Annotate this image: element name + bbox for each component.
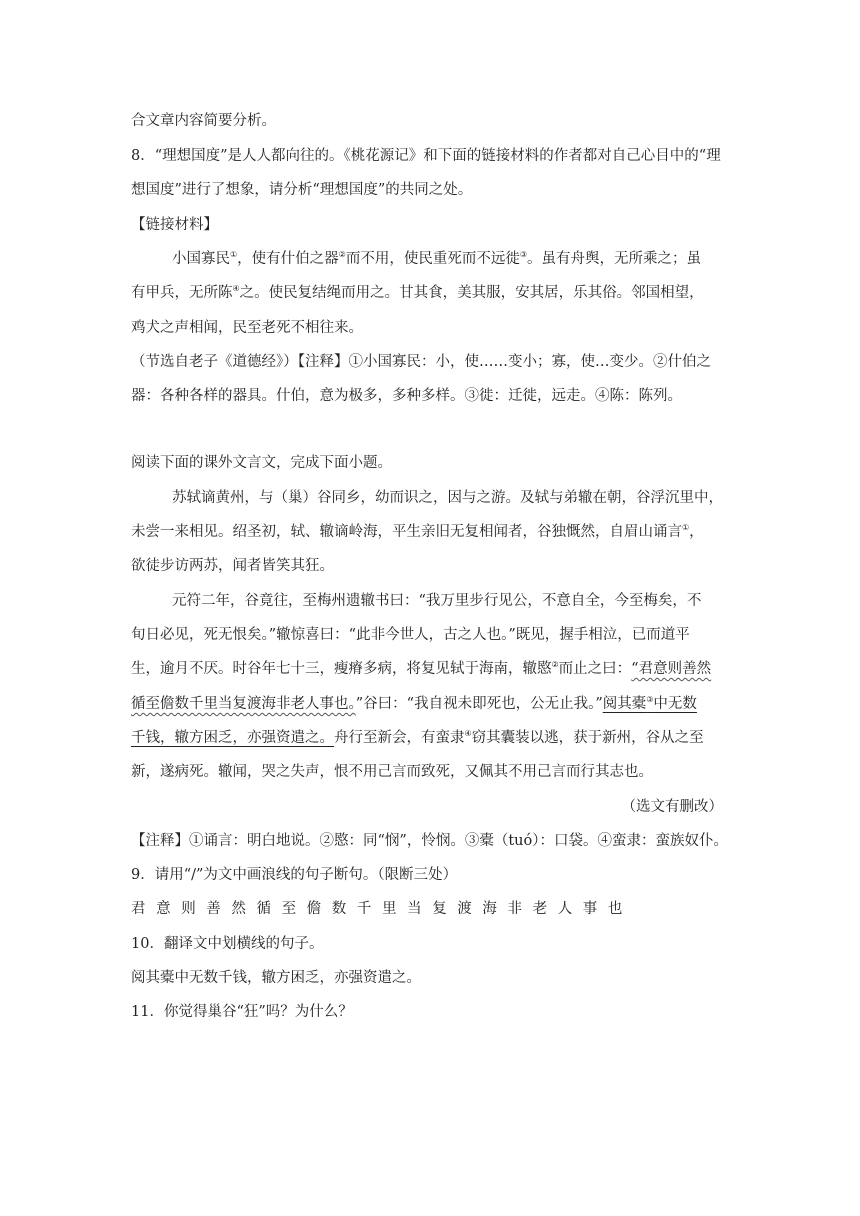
passage-line: 元符二年，谷竟往，至梅州遗辙书曰：“我万里步行见公，不意自全，今至梅矣，不: [172, 593, 702, 609]
wavy-underlined-sentence: “君意则善然: [631, 661, 712, 677]
link-line3: 鸡犬之声相闻，民至老死不相往来。: [131, 320, 363, 336]
passage-line: 循至儋数千里当复渡海非老人事也。”谷曰：“我自视未即死也，公无止我。”阅其橐③中无数: [131, 695, 697, 712]
passage-line: 旬日必见，死无恨矣。”辙惊喜曰：“此非今世人，古之人也。”既见，握手相泣，已而道平: [131, 627, 690, 643]
passage-line: 生，逾月不厌。时谷年七十三，瘦瘠多病，将复见轼于海南，辙愍②而止之曰：“君意则善然: [131, 660, 712, 677]
link-note2: 器：各种各样的器具。什伯，意为极多，多种多样。③徙：迁徙，远走。④陈：陈列。: [131, 388, 682, 404]
passage-line: 欲徒步访两苏，闻者皆笑其狂。: [131, 558, 334, 574]
q11-prompt: 11．你觉得巢谷“狂”吗？为什么？: [131, 1004, 353, 1020]
q7-tail: 合文章内容简要分析。: [131, 113, 276, 129]
q9-text: 君意则善然循至儋数千里当复渡海非老人事也: [131, 901, 633, 917]
link-title: 【链接材料】: [131, 217, 218, 233]
passage-line: 苏轼谪黄州，与（巢）谷同乡，幼而识之，因与之游。及轼与弟辙在朝，谷浮沉里中，: [172, 490, 723, 506]
q9-prompt: 9．请用“/”为文中画浪线的句子断句。（限断三处）: [131, 867, 458, 883]
annotations: 【注释】①诵言：明白地说。②愍：同“悯”，怜悯。③橐（tuó）：口袋。④蛮隶：蛮族奴仆。: [131, 833, 728, 849]
q10-text: 阅其橐中无数千钱，辙方困乏，亦强资遣之。: [131, 970, 421, 986]
passage-line: 千钱，辙方困乏，亦强资遣之。舟行至新会，有蛮隶④窃其囊装以逃，获于新州，谷从之至: [131, 729, 704, 746]
q8-line2: 想国度”进行了想象，请分析“理想国度”的共同之处。: [131, 182, 473, 198]
q8-line1: 8．“理想国度”是人人都向往的。《桃花源记》和下面的链接材料的作者都对自己心目中的“理: [131, 148, 721, 164]
reading-intro: 阅读下面的课外文言文，完成下面小题。: [131, 455, 392, 471]
q10-prompt: 10．翻译文中划横线的句子。: [131, 936, 324, 952]
link-note1: （节选自老子《道德经》）【注释】①小国寡民：小，使……变小；寡，使…变少。②什伯之: [131, 354, 711, 370]
link-line2: 有甲兵，无所陈④之。使民复结绳而用之。甘其食，美其服，安其居，乐其俗。邻国相望，: [131, 284, 704, 301]
underlined-sentence: 阅其橐③中无数: [602, 695, 697, 712]
passage-line: 未尝一来相见。绍圣初，轼、辙谪岭海，平生亲旧无复相闻者，谷独慨然，自眉山诵言①，: [131, 523, 704, 540]
wavy-underlined-sentence: 循至儋数千里当复渡海非老人事也。: [131, 696, 356, 712]
underlined-sentence: 千钱，辙方困乏，亦强资遣之。: [131, 730, 334, 746]
passage-line: 新，遂病死。辙闻，哭之失声，恨不用己言而致死，又佩其不用己言而行其志也。: [131, 764, 653, 780]
source-note: （选文有删改）: [621, 799, 723, 815]
link-line1: 小国寡民①，使有什伯之器②而不用，使民重死而不远徙③。虽有舟舆，无所乘之；虽: [172, 250, 702, 267]
